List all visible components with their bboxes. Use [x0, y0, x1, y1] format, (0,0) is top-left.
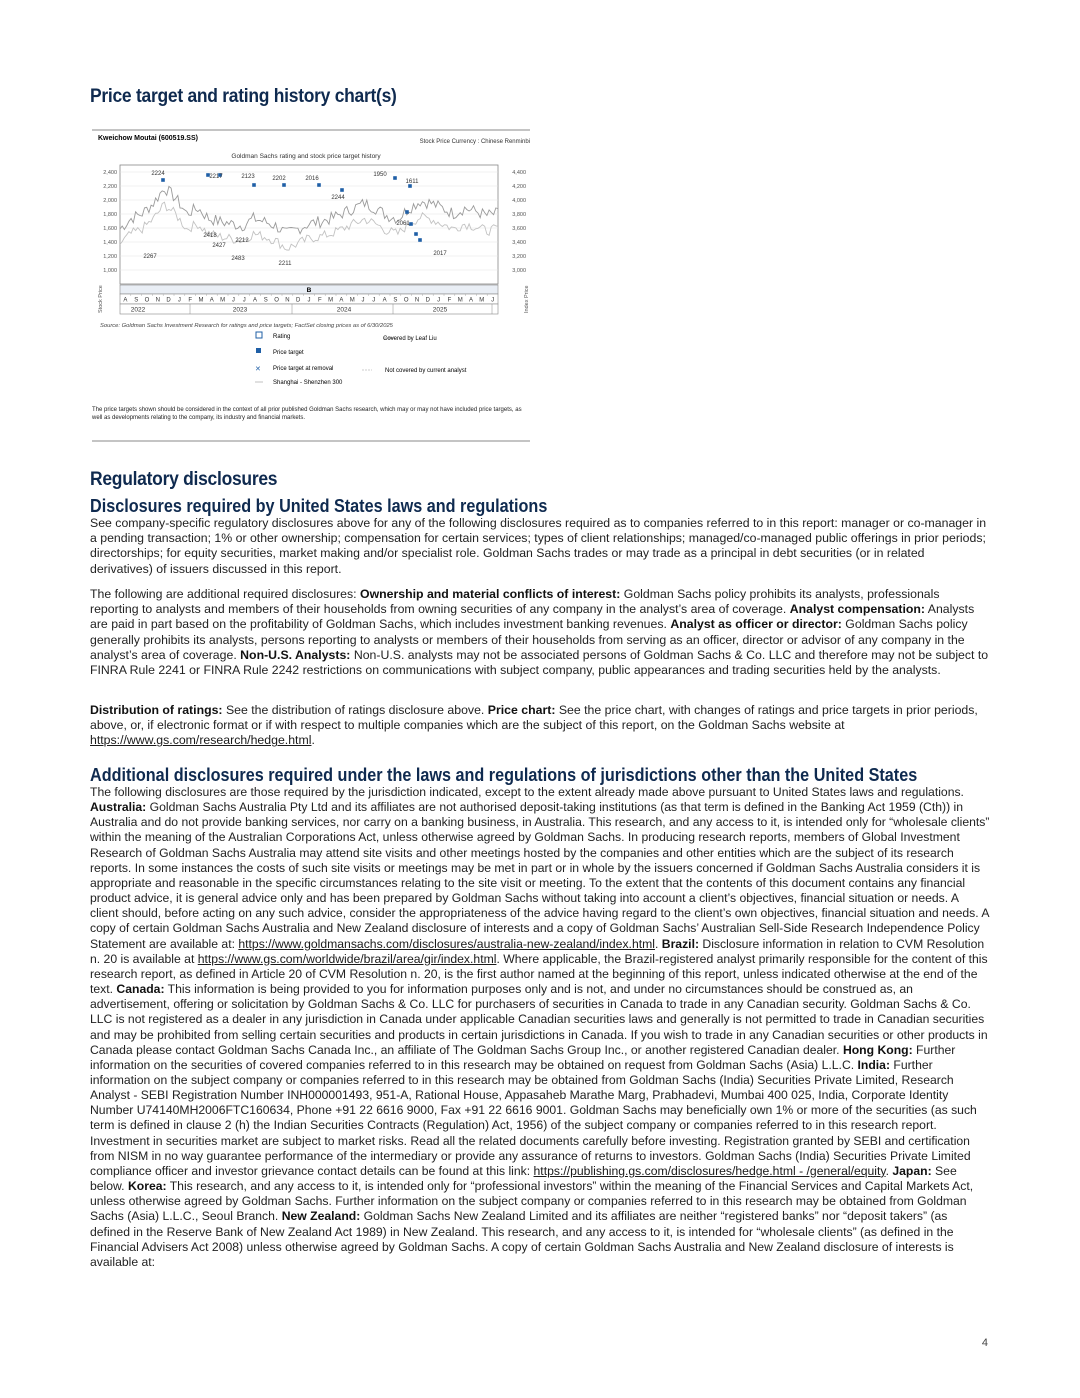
left-tick-label: 1,200 — [103, 254, 117, 260]
month-label: J — [491, 297, 495, 304]
month-label: A — [382, 297, 387, 304]
month-label: O — [144, 297, 150, 304]
text: Goldman Sachs Australia Pty Ltd and its affiliates are not authorised deposit-taking institutions (as that term is defined in the Banking Act 1959 (Cth)) in Australia and do not provide banking services, nor carry on a banking business, in Australia. This research, and any access to it, is intended only for “wholesale clients” within the meaning of the Australian Corporations Act, unless otherwise agreed by Goldman Sachs. In producing research reports, members of Global Investment Research of Goldman Sachs Australia may attend site visits and other meetings hosted by the companies and other entities which are the subject of its research reports. In some instances the costs of such site visits or meetings may be met in part or in whole by the issuers concerned if Goldman Sachs Australia considers it is appropriate and reasonable in the specific circumstances relating to the site visit or meeting. To the extent that the contents of this document contains any financial product advice, it is general advice only and has been prepared by Goldman Sachs without taking into account a client’s objectives, financial situation or needs. A client should, before acting on any such advice, consider the appropriateness of the advice having regard to the client’s own objectives, financial situation and needs. A copy of certain Goldman Sachs Australia and New Zealand disclosure of interests and a copy of Goldman Sachs’ Australian Sell-Side Research Independence Policy Statement are available at: — [90, 800, 990, 951]
year-label: 2022 — [130, 306, 146, 314]
month-label: J — [372, 297, 376, 304]
legend-price-target-removal: Price target at removal — [273, 366, 334, 372]
price-target-label: 2427 — [212, 243, 226, 249]
price-target-label: 2483 — [231, 256, 245, 262]
price-target-marker — [161, 178, 165, 182]
india-link[interactable]: https://publishing.gs.com/disclosures/hedge.html - /general/equity — [533, 1163, 886, 1178]
legend-target-icon — [256, 348, 261, 353]
month-label: N — [155, 297, 160, 304]
month-label: J — [307, 297, 311, 304]
bold-distribution: Distribution of ratings: — [90, 703, 223, 717]
month-label: J — [242, 297, 246, 304]
month-label: F — [447, 297, 452, 304]
left-axis-label: Stock Price — [98, 285, 104, 313]
price-target-label: 2017 — [433, 251, 447, 257]
price-target-chart-svg — [90, 128, 532, 444]
month-label: A — [468, 297, 474, 304]
text: Further information on the subject company or companies referred to in this research may be obtained from Goldman Sachs (India) Securities Private Limited, Research Analyst - SEBI Registration Number INH000001493, 951-A, Rational House, Appasaheb Marathe Marg, Prabhadevi, Mumbai 400 025, India, Corporate Identity Number U74140MH2006FTC160634, Phone +91 22 6616 9000, Fax +91 22 6616 9001. Goldman Sachs may beneficially own 1% or more of the securities (as such term is defined in clause 2 (h) the Indian Securities Contracts (Regulation) Act, 1956) of the subject company or companies referred to in this research report. Investment in securities market are subject to market risks. Read all the related documents carefully before investing. Registration granted by SEBI and certification from NISM in no way guarantee performance of the intermediary or provide any assurance of returns to investors. Goldman Sachs (India) Securities Private Limited compliance officer and investor grievance contact details can be found at this link: — [90, 1057, 977, 1178]
month-label: S — [393, 297, 398, 304]
right-axis-label: Index Price — [524, 285, 530, 313]
left-tick-label: 1,600 — [103, 226, 117, 232]
text: See the distribution of ratings disclosure above. — [222, 703, 488, 717]
text: Goldman Sachs policy generally prohibits its analysts, persons reporting to analysts or members of their households from serving as an officer, director or advisor of any company in the analyst’s area of coverage. — [90, 617, 968, 662]
page-number: 4 — [981, 1337, 988, 1349]
price-target-marker — [393, 176, 397, 180]
section-title-price-chart: Price target and rating history chart(s) — [90, 86, 397, 107]
us-paragraph-3 — [90, 703, 990, 749]
left-tick-label: 1,800 — [103, 212, 117, 218]
year-label: 2025 — [432, 306, 448, 314]
text: Analysts are paid in part based on the profitability of Goldman Sachs, which includes investment banking revenues. — [90, 602, 975, 632]
hedge-link[interactable]: https://www.gs.com/research/hedge.html — [90, 733, 312, 748]
left-tick-label: 2,000 — [103, 198, 117, 204]
month-label: D — [166, 297, 171, 304]
month-label: A — [252, 297, 258, 304]
month-label: M — [479, 297, 485, 304]
month-label: M — [328, 297, 334, 304]
price-target-label: 2244 — [331, 195, 345, 201]
month-label: D — [425, 297, 430, 304]
month-label: A — [209, 297, 214, 304]
price-target-label: 2418 — [203, 233, 217, 239]
text: See below. — [90, 1163, 957, 1194]
legend-rating: Rating — [273, 334, 291, 340]
rating-marker: B — [306, 287, 312, 294]
month-label: O — [274, 297, 279, 304]
price-target-label: 2224 — [151, 171, 165, 177]
chart-company: Kweichow Moutai (600519.SS) — [98, 135, 198, 142]
bold-australia: Australia: — [90, 800, 147, 815]
chart-subtitle: Goldman Sachs rating and stock price target history — [231, 153, 381, 160]
bold-india: India: — [857, 1057, 891, 1072]
price-target-label: 2202 — [272, 176, 286, 182]
left-tick-label: 2,200 — [103, 184, 117, 190]
us-paragraph-1: See company-specific regulatory disclosures above for any of the following disclosures required as to companies referred to in this report: manager or co-manager in a pending transaction; 1% or other ownership; compensation for certain services; types of client relationships; managed/co-managed public offerings in prior periods; directorships; for equity securities, market making and/or specialist role. Goldman Sachs trades or may trade as a principal in debt securities (or in related derivatives) of issuers discussed in this report. — [90, 516, 987, 576]
us-disclosures-title: Disclosures required by United States laws and regulations — [90, 496, 548, 516]
right-tick-label: 4,400 — [512, 170, 526, 176]
bold-officer: Analyst as officer or director: — [670, 617, 842, 632]
chart-note-wrap — [92, 406, 530, 432]
right-tick-label: 4,200 — [512, 184, 526, 190]
right-tick-label: 3,000 — [512, 268, 526, 274]
price-target-marker — [317, 183, 321, 187]
text: Goldman Sachs policy prohibits its analysts, professionals reporting to analysts and members of their households from owning securities of any company in the analyst’s area of coverage. — [90, 587, 940, 617]
year-label: 2023 — [232, 306, 248, 314]
legend-covered: Covered by Leaf Liu — [383, 336, 437, 342]
legend-index: Shanghai - Shenzhen 300 — [273, 380, 343, 386]
price-target-label: 2061 — [396, 221, 410, 227]
bold-brazil: Brazil: — [661, 936, 700, 951]
bold-new-zealand: New Zealand: — [281, 1209, 361, 1224]
price-target-label: 2016 — [305, 176, 319, 182]
bold-compensation: Analyst compensation: — [789, 602, 926, 617]
us-paragraph-2 — [90, 587, 990, 678]
left-tick-label: 1,000 — [103, 268, 117, 274]
regulatory-title: Regulatory disclosures — [90, 469, 278, 490]
price-target-marker — [340, 188, 344, 192]
price-target-marker — [409, 222, 413, 226]
text: . Where applicable, the Brazil-registered analyst primarily responsible for the content of this research report, as defined in Article 20 of CVM Resolution n. 20, is the first author named at the beginning of this report, unless indicated otherwise at the end of the text. — [90, 951, 988, 997]
month-label: D — [296, 297, 301, 304]
chart-source: Source: Goldman Sachs Investment Research for ratings and price targets; FactSet closing prices as of 6/30/2025 — [100, 323, 393, 329]
month-label: M — [349, 297, 355, 304]
month-label: A — [123, 297, 128, 304]
text: See the price chart, with changes of ratings and price targets in prior periods, above, or, if electronic format or if with respect to multiple companies which are the subject of this report, on the Goldman Sachs website at — [90, 703, 978, 733]
right-tick-label: 3,600 — [512, 226, 526, 232]
right-axis-ticks — [512, 170, 526, 274]
text: This research, and any access to it, is intended only for “professional investors” within the meaning of the Financial Services and Capital Markets Act, unless otherwise agreed by Goldman Sachs. Further information on the subject company or companies referred to in this research may be obtained from Goldman Sachs (Asia) L.L.C., Seoul Branch. — [90, 1179, 974, 1224]
bold-ownership: Ownership and material conflicts of interest: — [360, 587, 621, 601]
price-target-marker — [405, 210, 409, 214]
year-label: 2024 — [336, 306, 352, 314]
price-target-label: 2123 — [241, 174, 255, 180]
price-target-label: 2217 — [209, 174, 223, 180]
legend-rating-icon — [256, 332, 262, 338]
price-target-marker — [282, 183, 286, 187]
text: Non-U.S. analysts may not be associated persons of Goldman Sachs & Co. LLC and therefore may not be subject to FINRA Rule 2241 or FINRA Rule 2242 restrictions on communications with subject company, public appearances and trading securities held by the analysts. — [90, 647, 989, 678]
chart-note: The price targets shown should be considered in the context of all prior published Goldman Sachs research, which may or may not have included price targets, as well as developments relating to the company, its industry and financial markets. — [92, 407, 522, 421]
legend-removal-icon: ✕ — [255, 366, 261, 373]
brazil-link[interactable]: https://www.gs.com/worldwide/brazil/area/gir/index.html — [197, 951, 497, 966]
price-target-chart — [90, 128, 532, 444]
bold-japan: Japan: — [892, 1163, 932, 1178]
text: . — [654, 936, 662, 951]
month-label: S — [134, 297, 139, 304]
left-tick-label: 1,400 — [103, 240, 117, 246]
right-tick-label: 3,400 — [512, 240, 526, 246]
price-target-marker — [252, 183, 256, 187]
month-label: S — [263, 297, 268, 304]
month-label: M — [457, 297, 463, 304]
australia-link[interactable]: https://www.goldmansachs.com/disclosures/australia-new-zealand/index.html — [238, 936, 655, 951]
chart-currency: Stock Price Currency : Chinese Renminbi — [419, 139, 530, 145]
month-label: N — [414, 297, 420, 304]
stock-price-line — [120, 186, 498, 233]
month-label: F — [188, 297, 193, 304]
text: The following are additional required disclosures: — [90, 587, 360, 601]
bold-canada: Canada: — [116, 982, 165, 997]
text: The following disclosures are those required by the jurisdiction indicated, except to the extent already made above pursuant to United States laws and regulations. — [90, 785, 964, 799]
right-tick-label: 3,800 — [512, 212, 526, 218]
month-label: J — [437, 297, 441, 304]
price-target-marker — [414, 232, 418, 236]
month-label: M — [198, 297, 204, 304]
text: . — [885, 1163, 893, 1178]
price-target-label: 2211 — [278, 261, 292, 267]
price-target-markers — [143, 171, 447, 267]
text: Disclosure information in relation to CVM Resolution n. 20 is available at — [90, 936, 985, 966]
month-label: F — [317, 297, 322, 304]
price-target-marker — [418, 238, 422, 242]
text: Goldman Sachs New Zealand Limited and its affiliates are neither “registered banks” nor “deposit takers” (as defined in the Reserve Bank of New Zealand Act 1989) in New Zealand. This research, and any access to it, is intended for “wholesale clients” (as defined in the Financial Advisers Act 2008) unless otherwise agreed by Goldman Sachs. A copy of certain Goldman Sachs Australia and New Zealand disclosure of interests is available at: — [90, 1209, 954, 1269]
legend-not-covered: Not covered by current analyst — [385, 368, 467, 374]
bold-korea: Korea: — [127, 1179, 167, 1194]
month-label: M — [220, 297, 226, 304]
right-tick-label: 3,200 — [512, 254, 526, 260]
price-target-label: 2267 — [143, 254, 157, 260]
month-label: N — [285, 297, 290, 304]
left-axis-ticks — [103, 170, 117, 274]
index-price-line — [120, 202, 498, 250]
additional-disclosures-title: Additional disclosures required under the laws and regulations of jurisdictions other than the United States — [90, 765, 918, 785]
month-label: J — [231, 297, 235, 304]
price-target-label: 2212 — [235, 238, 249, 244]
month-label: J — [361, 297, 365, 304]
legend-price-target: Price target — [273, 350, 304, 356]
left-tick-label: 2,400 — [103, 170, 117, 176]
month-label: J — [177, 297, 181, 304]
text: This information is being provided to you for information purposes only and is not, and under no circumstances should be construed as, an advertisement, offering or solicitation by Goldman Sachs & Co. LLC for purchasers of securities in Canada to trade in any Canadian security. Goldman Sachs & Co. LLC is not registered as a dealer in any jurisdiction in Canada under applicable Canadian securities laws and generally is not permitted to trade in Canadian securities and may be prohibited from selling certain securities and products in certain jurisdictions in Canada. If you wish to trade in any Canadian securities or other products in Canada please contact Goldman Sachs Canada Inc., an affiliate of The Goldman Sachs Group Inc., or another registered Canadian dealer. — [90, 982, 988, 1057]
text: . — [311, 733, 315, 748]
bold-price-chart: Price chart: — [487, 703, 556, 717]
price-target-label: 1950 — [373, 172, 387, 178]
right-tick-label: 4,000 — [512, 198, 526, 204]
text: Further information on the securities of covered companies referred to in this research may be obtained on request from Goldman Sachs (Asia) L.L.C. — [90, 1042, 956, 1072]
month-label: O — [403, 297, 409, 304]
bold-non-us: Non-U.S. Analysts: — [240, 647, 351, 662]
additional-paragraph — [90, 785, 990, 1270]
bold-hong-kong: Hong Kong: — [842, 1042, 913, 1057]
month-label: A — [339, 297, 344, 304]
price-target-label: 1611 — [405, 179, 419, 185]
